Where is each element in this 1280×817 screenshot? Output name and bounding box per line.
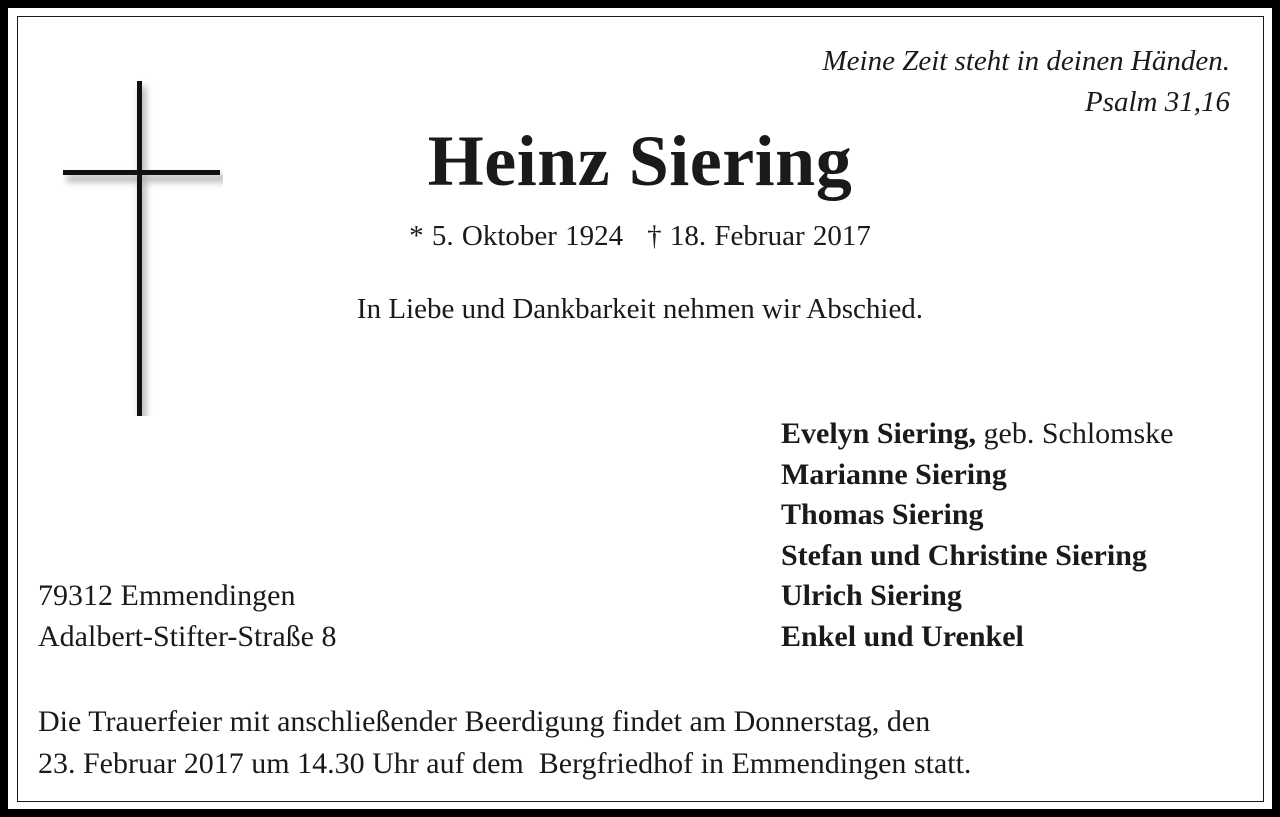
mourner-name: Ulrich Siering bbox=[781, 579, 962, 612]
mourner-name: Marianne Siering bbox=[781, 457, 1007, 491]
service-line-2: 23. Februar 2017 um 14.30 Uhr auf dem Bergfriedhof in Emmendingen statt. bbox=[38, 747, 972, 780]
mourner-name: Evelyn Siering, bbox=[781, 417, 977, 450]
obituary-notice bbox=[8, 8, 1272, 809]
farewell-text: In Liebe und Dankbarkeit nehmen wir Abschied. bbox=[356, 293, 924, 325]
address-city: 79312 Emmendingen bbox=[38, 579, 296, 612]
verse-reference: Psalm 31,16 bbox=[1085, 86, 1230, 118]
verse-text: Meine Zeit steht in deinen Händen. bbox=[822, 45, 1230, 77]
mourner-row bbox=[781, 495, 1174, 536]
mourner-row bbox=[781, 455, 1174, 496]
address-street: Adalbert-Stifter-Straße 8 bbox=[38, 619, 337, 653]
funeral-service-info bbox=[38, 701, 971, 785]
birth-date: * 5. Oktober 1924 bbox=[409, 220, 624, 252]
service-line-1: Die Trauerfeier mit anschließender Beerdigung findet am Donnerstag, den bbox=[38, 705, 931, 738]
life-dates bbox=[8, 220, 1272, 253]
mourner-row bbox=[781, 414, 1174, 455]
mourner-name: Stefan und Christine Siering bbox=[781, 538, 1147, 572]
death-date: † 18. Februar 2017 bbox=[647, 220, 871, 252]
mourner-row bbox=[781, 617, 1174, 658]
mourner-name: Thomas Siering bbox=[781, 498, 984, 531]
mourner-row bbox=[781, 536, 1174, 577]
mourner-row bbox=[781, 576, 1174, 617]
family-address bbox=[38, 576, 336, 657]
mourner-note: geb. Schlomske bbox=[983, 417, 1174, 450]
mourners-list bbox=[781, 414, 1174, 657]
mourner-name: Enkel und Urenkel bbox=[781, 619, 1024, 653]
psalm-verse bbox=[822, 41, 1230, 123]
deceased-name: Heinz Siering bbox=[427, 121, 853, 201]
